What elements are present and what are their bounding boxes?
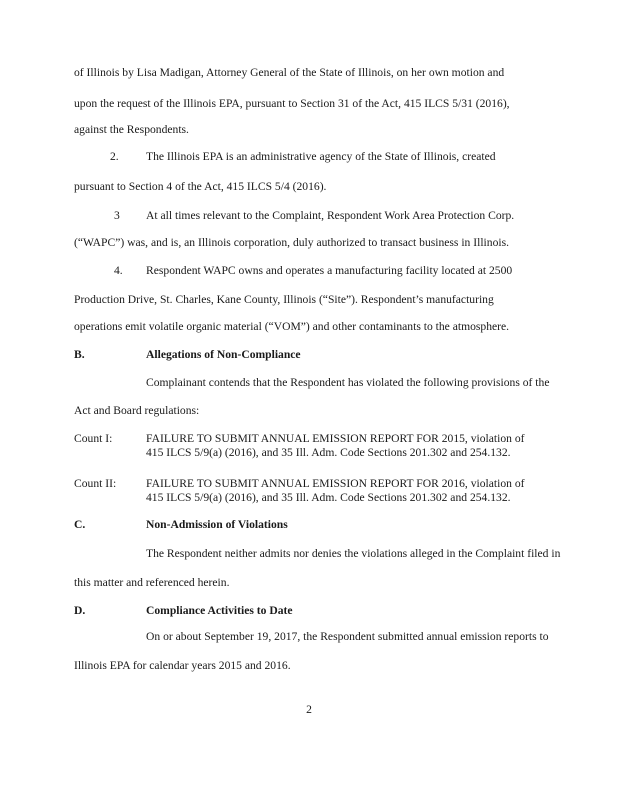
section-b-line-2: Act and Board regulations:: [74, 404, 200, 417]
para-4-line-3: operations emit volatile organic material (“VOM”) and other contaminants to the atmosphere.: [74, 320, 510, 333]
section-c-letter: C.: [74, 518, 86, 531]
section-c-line-1: The Respondent neither admits nor denies the violations alleged in the Complaint filed in: [146, 547, 561, 560]
count-1-line-1: FAILURE TO SUBMIT ANNUAL EMISSION REPORT FOR 2015, violation of: [146, 432, 525, 445]
para-4-line-1: Respondent WAPC owns and operates a manufacturing facility located at 2500: [146, 264, 513, 277]
para-2-line-1: The Illinois EPA is an administrative agency of the State of Illinois, created: [146, 150, 496, 163]
para-2-number: 2.: [110, 150, 119, 163]
count-2-line-1: FAILURE TO SUBMIT ANNUAL EMISSION REPORT FOR 2016, violation of: [146, 477, 525, 490]
para-4-number: 4.: [114, 264, 123, 277]
section-c-title: Non-Admission of Violations: [146, 518, 288, 531]
section-d-title: Compliance Activities to Date: [146, 604, 293, 617]
count-2-label: Count II:: [74, 477, 117, 490]
count-1-label: Count I:: [74, 432, 113, 445]
count-1-line-2: 415 ILCS 5/9(a) (2016), and 35 Ill. Adm. Code Sections 201.302 and 254.132.: [146, 446, 511, 459]
para-3-line-1: At all times relevant to the Complaint, Respondent Work Area Protection Corp.: [146, 209, 515, 222]
page-number: 2: [306, 703, 312, 716]
intro-line-3: against the Respondents.: [74, 123, 189, 136]
section-d-line-2: Illinois EPA for calendar years 2015 and 2016.: [74, 659, 291, 672]
intro-line-2: upon the request of the Illinois EPA, pursuant to Section 31 of the Act, 415 ILCS 5/31 (2016),: [74, 97, 510, 110]
para-3-number: 3: [114, 209, 120, 222]
intro-line-1: of Illinois by Lisa Madigan, Attorney General of the State of Illinois, on her own motion and: [74, 66, 505, 79]
count-2-line-2: 415 ILCS 5/9(a) (2016), and 35 Ill. Adm. Code Sections 201.302 and 254.132.: [146, 491, 511, 504]
para-3-line-2: (“WAPC”) was, and is, an Illinois corporation, duly authorized to transact business in Illinois.: [74, 236, 510, 249]
section-b-line-1: Complainant contends that the Respondent has violated the following provisions of the: [146, 376, 550, 389]
para-2-line-2: pursuant to Section 4 of the Act, 415 ILCS 5/4 (2016).: [74, 180, 327, 193]
para-4-line-2: Production Drive, St. Charles, Kane County, Illinois (“Site”). Respondent’s manufacturing: [74, 293, 494, 306]
section-d-line-1: On or about September 19, 2017, the Respondent submitted annual emission reports to: [146, 630, 549, 643]
section-d-letter: D.: [74, 604, 86, 617]
section-c-line-2: this matter and referenced herein.: [74, 576, 230, 589]
section-b-letter: B.: [74, 348, 85, 361]
section-b-title: Allegations of Non-Compliance: [146, 348, 301, 361]
